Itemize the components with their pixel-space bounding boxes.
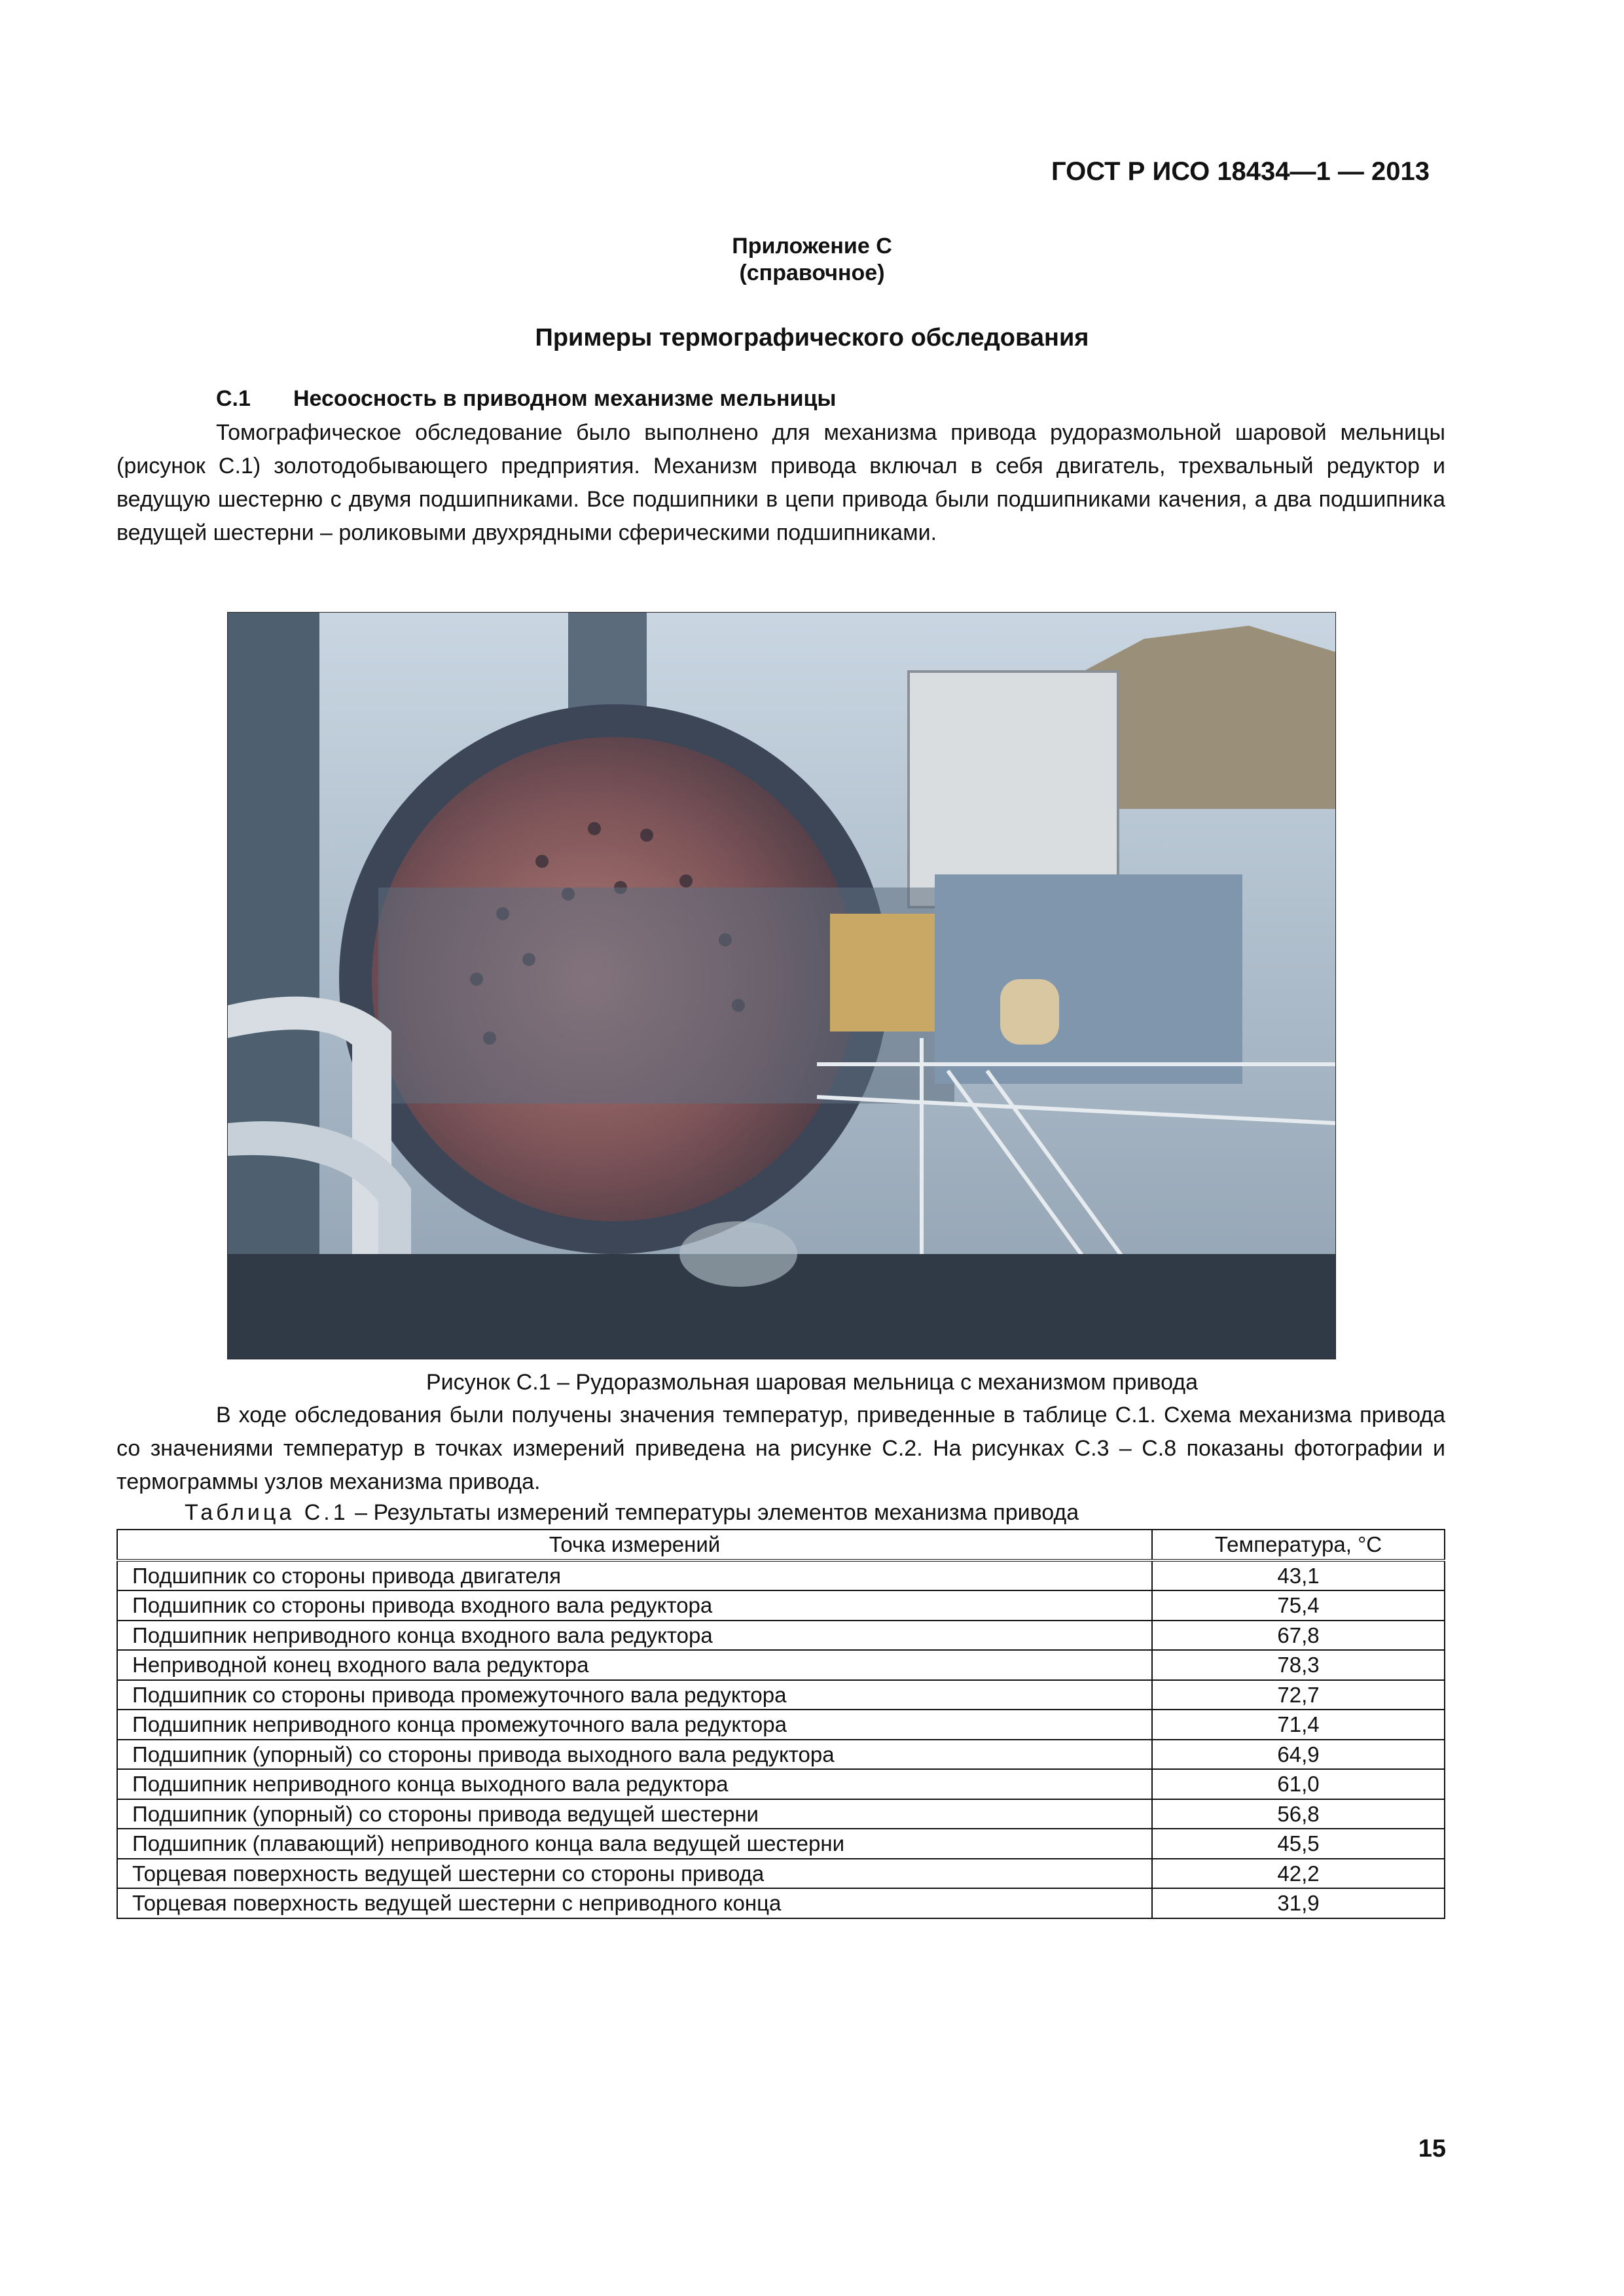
temperature-value: 72,7: [1152, 1680, 1445, 1710]
temperature-value: 71,4: [1152, 1710, 1445, 1740]
measurement-point: Подшипник со стороны привода промежуточного вала редуктора: [117, 1680, 1152, 1710]
appendix-title: Приложение С: [732, 234, 892, 259]
table-row: [117, 1710, 1445, 1740]
temperature-value: 45,5: [1152, 1829, 1445, 1859]
section-heading: [216, 386, 836, 412]
ball-mill-photo: [227, 612, 1336, 1359]
table-row: [117, 1680, 1445, 1710]
measurement-point: Подшипник (упорный) со стороны привода ведущей шестерни: [117, 1799, 1152, 1829]
temperature-value: 78,3: [1152, 1650, 1445, 1680]
table-caption: [185, 1500, 1079, 1526]
page-heading: Примеры термографического обследования: [535, 324, 1089, 351]
measurement-point: Подшипник со стороны привода двигателя: [117, 1560, 1152, 1591]
table-row: [117, 1590, 1445, 1621]
paragraph-results: В ходе обследования были получены значения температур, приведенные в таблице С.1. Схема механизма привода со значениями температур в точках измерений приведена на рисунке С.2. На рисунках С.3 – С.8 показаны фотографии и термограммы узлов механизма привода.: [117, 1403, 1445, 1494]
temperature-value: 42,2: [1152, 1859, 1445, 1889]
table-row: [117, 1859, 1445, 1889]
table-row: [117, 1650, 1445, 1680]
measurement-point: Подшипник неприводного конца промежуточного вала редуктора: [117, 1710, 1152, 1740]
measurement-point: Подшипник (упорный) со стороны привода выходного вала редуктора: [117, 1740, 1152, 1770]
page-number: 15: [1418, 2135, 1446, 2162]
temperature-table: [117, 1529, 1445, 1919]
measurement-point: Подшипник неприводного конца выходного вала редуктора: [117, 1769, 1152, 1799]
table-row: [117, 1888, 1445, 1918]
table-title: – Результаты измерений температуры элементов механизма привода: [348, 1500, 1079, 1525]
temperature-value: 64,9: [1152, 1740, 1445, 1770]
measurement-point: Неприводной конец входного вала редуктора: [117, 1650, 1152, 1680]
standard-designation: ГОСТ Р ИСО 18434—1 — 2013: [1051, 157, 1430, 186]
figure-caption: Рисунок С.1 – Рудоразмольная шаровая мельница с механизмом привода: [426, 1370, 1198, 1395]
measurement-point: Торцевая поверхность ведущей шестерни с неприводного конца: [117, 1888, 1152, 1918]
measurement-point: Подшипник неприводного конца входного вала редуктора: [117, 1621, 1152, 1651]
table-header-row: [117, 1530, 1445, 1560]
appendix-subtitle: (справочное): [739, 260, 885, 285]
temperature-value: 67,8: [1152, 1621, 1445, 1651]
measurement-point: Торцевая поверхность ведущей шестерни со стороны привода: [117, 1859, 1152, 1889]
table-row: [117, 1621, 1445, 1651]
paragraph-intro: Томографическое обследование было выполнено для механизма привода рудоразмольной шаровой мельницы (рисунок С.1) золотодобывающего предприятия. Механизм привода включал в себя двигатель, трехвальный редуктор и ведущую шестерню с двумя подшипниками. Все подшипники в цепи привода были подшипниками качения, а два подшипника ведущей шестерни – роликовыми двухрядными сферическими подшипниками.: [117, 420, 1445, 545]
table-row: [117, 1799, 1445, 1829]
measurement-point: Подшипник со стороны привода входного вала редуктора: [117, 1590, 1152, 1621]
table-row: [117, 1829, 1445, 1859]
temperature-value: 31,9: [1152, 1888, 1445, 1918]
measurement-point: Подшипник (плавающий) неприводного конца вала ведущей шестерни: [117, 1829, 1152, 1859]
column-header-measurement-point: Точка измерений: [117, 1530, 1152, 1560]
temperature-value: 75,4: [1152, 1590, 1445, 1621]
table-row: [117, 1740, 1445, 1770]
temperature-value: 56,8: [1152, 1799, 1445, 1829]
section-number: С.1: [216, 386, 251, 411]
section-title: Несоосность в приводном механизме мельницы: [293, 386, 837, 411]
column-header-temperature: Температура, °С: [1152, 1530, 1445, 1560]
temperature-value: 61,0: [1152, 1769, 1445, 1799]
table-label: Таблица С.1: [185, 1500, 349, 1525]
table-row: [117, 1769, 1445, 1799]
temperature-value: 43,1: [1152, 1560, 1445, 1591]
table-row: [117, 1560, 1445, 1591]
